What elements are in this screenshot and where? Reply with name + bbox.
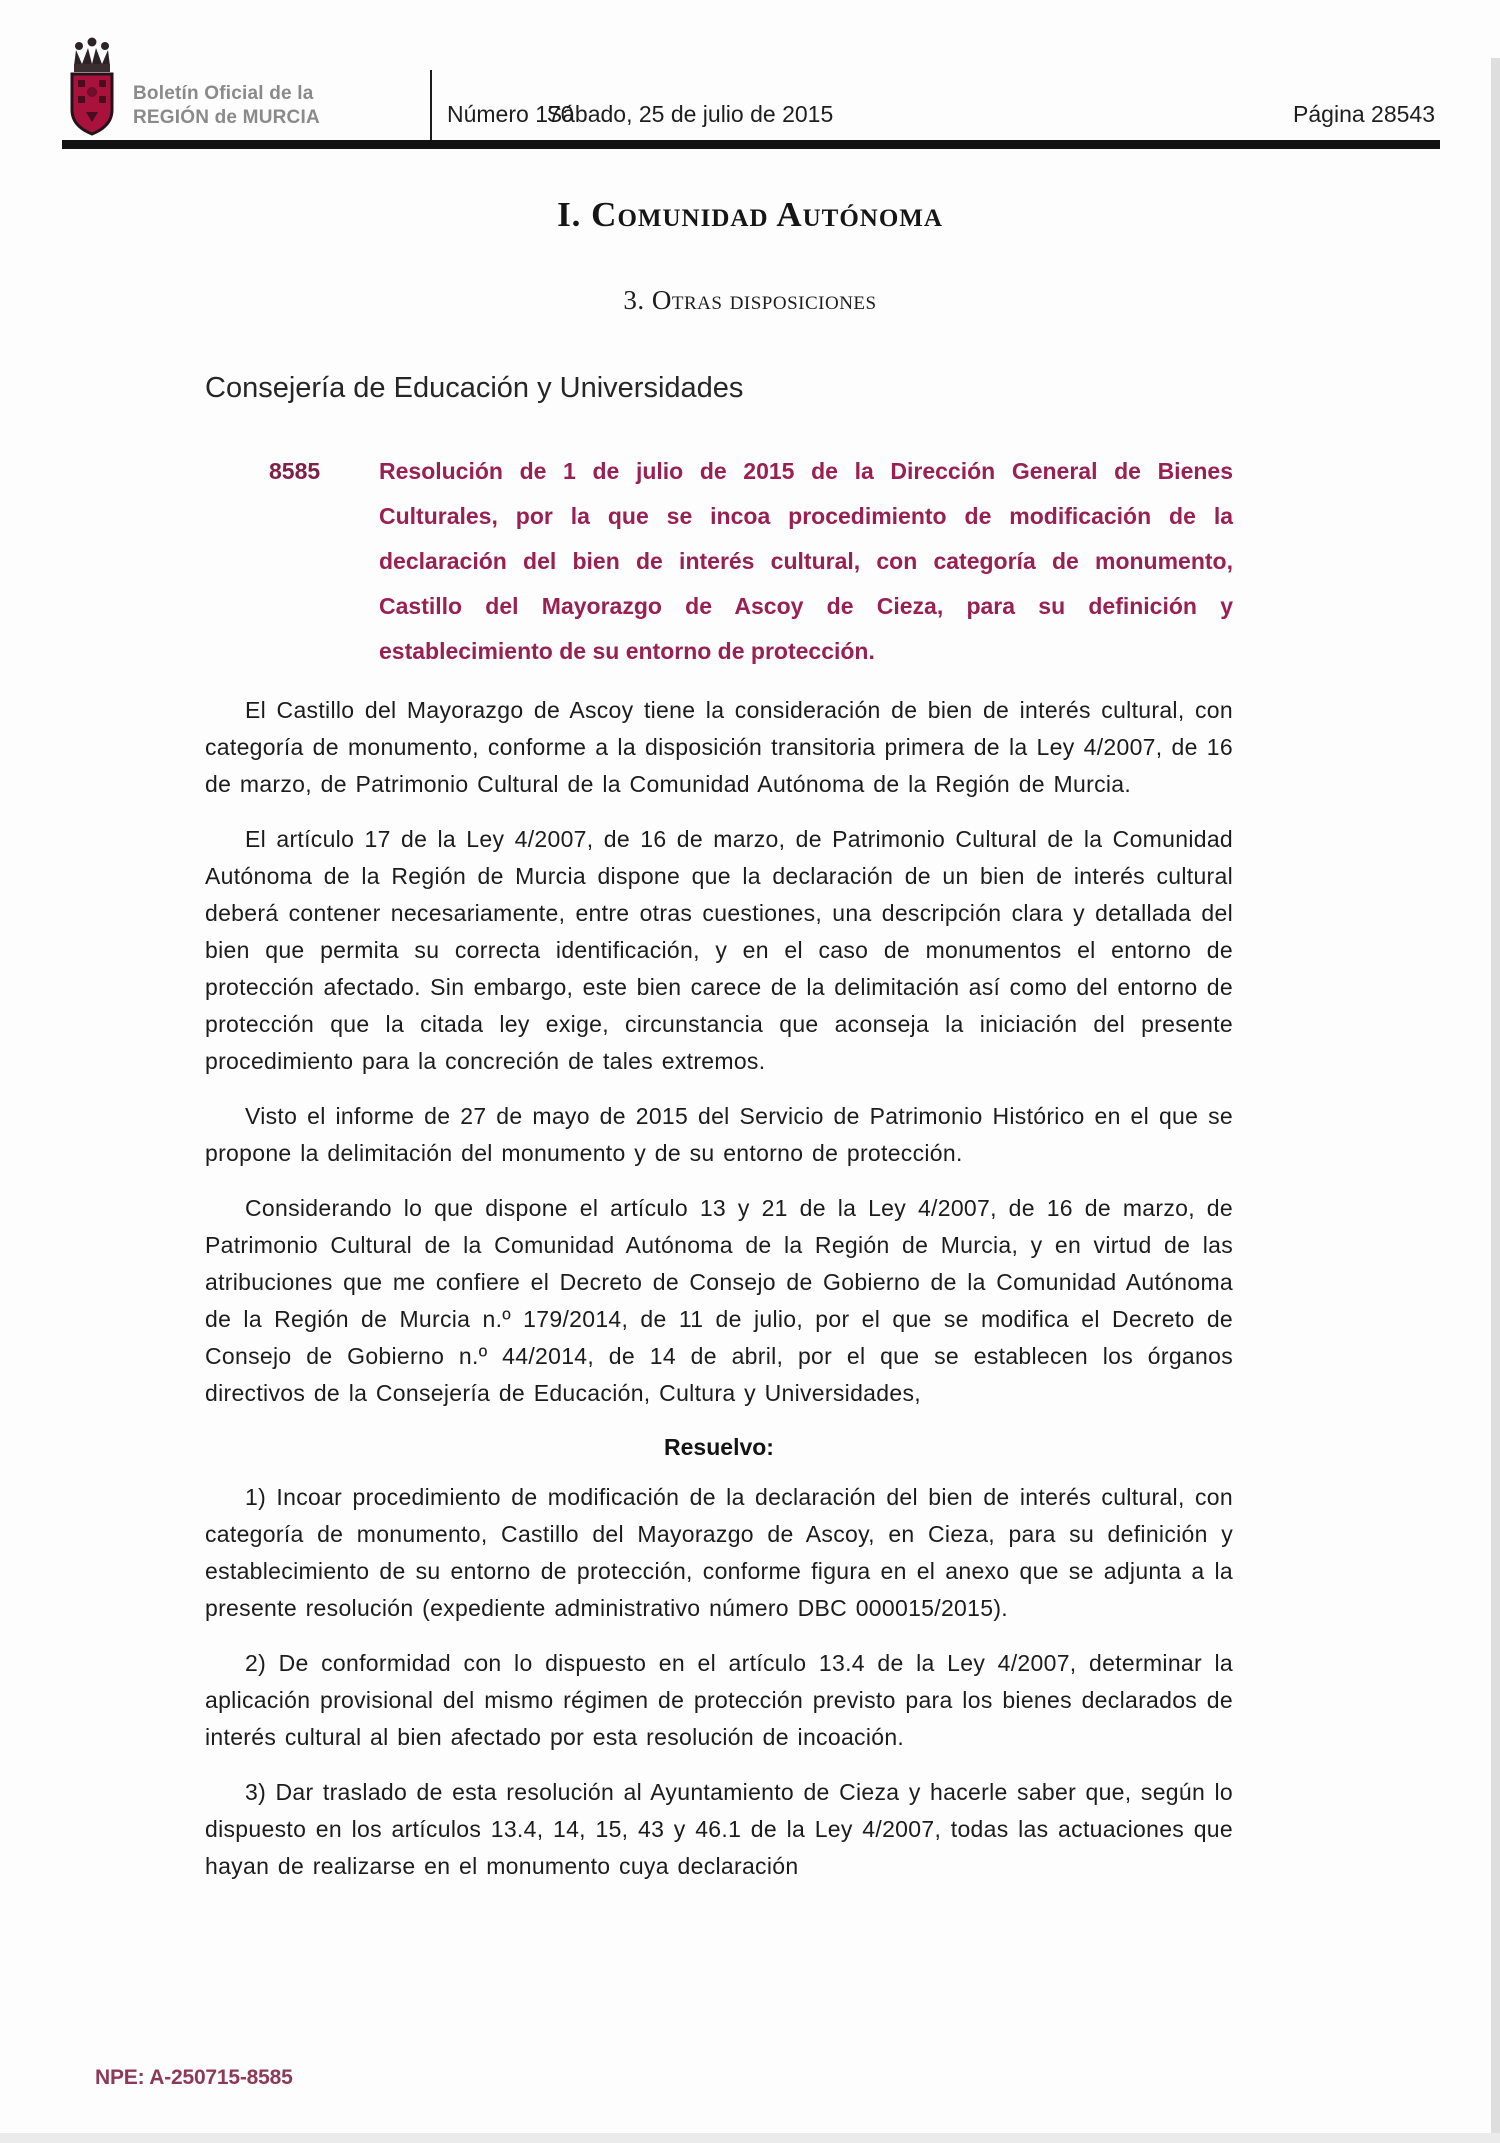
document-body: [0, 149, 1500, 1885]
issue-date: Sábado, 25 de julio de 2015: [546, 101, 834, 127]
body-paragraph: Considerando lo que dispone el artículo 13 y 21 de la Ley 4/2007, de 16 de marzo, de Patrimonio Cultural de la Comunidad Autónoma de la Región de Murcia, y en virtud de las atribuciones que me confiere el Decreto de Consejo de Gobierno de la Comunidad Autónoma de la Región de Murcia n.º 179/2014, de 11 de julio, por el que se modifica el Decreto de Consejo de Gobierno n.º 44/2014, de 14 de abril, por el que se establecen los órganos directivos de la Consejería de Educación, Cultura y Universidades,: [205, 1195, 1233, 1406]
announcement-heading: [205, 449, 1233, 674]
resolution-item: 3) Dar traslado de esta resolución al Ayuntamiento de Cieza y hacerle saber que, según lo dispuesto en los artículos 13.4, 14, 15, 43 y 46.1 de la Ley 4/2007, todas las actuaciones que hayan de realizarse en el monumento cuya declaración: [205, 1779, 1233, 1879]
page-edge-shadow-bottom: [0, 2133, 1500, 2143]
announcement-number: 8585: [269, 458, 321, 484]
resolution-item: 1) Incoar procedimiento de modificación de la declaración del bien de interés cultural, con categoría de monumento, Castillo del Mayorazgo de Ascoy, en Cieza, para su definición y establecimiento de su entorno de protección, conforme figura en el anexo que se adjunta a la presente resolución (expediente administrativo número DBC 000015/2015).: [205, 1484, 1233, 1621]
page-header: [0, 0, 1500, 149]
section-title: I. Comunidad Autónoma: [557, 195, 943, 234]
logo-text-line2: REGIÓN de MURCIA: [133, 107, 320, 128]
header-rule: [62, 140, 1440, 149]
subsection-title: 3. Otras disposiciones: [623, 285, 877, 315]
borm-logo-text: [133, 82, 320, 138]
npe-reference: NPE: A-250715-8585: [95, 2066, 293, 2089]
issue-number: Número 170: [447, 101, 574, 127]
page-number: Página 28543: [1293, 101, 1435, 127]
department-title: Consejería de Educación y Universidades: [205, 372, 744, 404]
resolution-item: 2) De conformidad con lo dispuesto en el artículo 13.4 de la Ley 4/2007, determinar la aplicación provisional del mismo régimen de protección previsto para los bienes declarados de interés cultural al bien afectado por esta resolución de incoación.: [205, 1650, 1233, 1750]
murcia-coat-of-arms-icon: [66, 34, 118, 138]
page-edge-shadow-right: [1491, 58, 1500, 2143]
announcement-title: Resolución de 1 de julio de 2015 de la Dirección General de Bienes Culturales, por la que se incoa procedimiento de modificación de la declaración del bien de interés cultural, con categoría de monumento, Castillo del Mayorazgo de Ascoy de Cieza, para su definición y establecimiento de su entorno de protección.: [379, 458, 1233, 664]
borm-logo: [66, 34, 320, 138]
body-paragraph: El Castillo del Mayorazgo de Ascoy tiene la consideración de bien de interés cultural, con categoría de monumento, conforme a la disposición transitoria primera de la Ley 4/2007, de 16 de marzo, de Patrimonio Cultural de la Comunidad Autónoma de la Región de Murcia.: [205, 697, 1233, 797]
body-paragraph: El artículo 17 de la Ley 4/2007, de 16 de marzo, de Patrimonio Cultural de la Comunidad Autónoma de la Región de Murcia dispone que la declaración de un bien de interés cultural deberá contener necesariamente, entre otras cuestiones, una descripción clara y detallada del bien que permita su correcta identificación, y en el caso de monumentos el entorno de protección afectado. Sin embargo, este bien carece de la delimitación así como del entorno de protección que la citada ley exige, circunstancia que aconseja la iniciación del presente procedimiento para la concreción de tales extremos.: [205, 826, 1233, 1074]
text-column: [205, 372, 1233, 1885]
resolve-heading: Resuelvo:: [664, 1434, 774, 1460]
logo-text-line1: Boletín Oficial de la: [133, 83, 314, 104]
body-paragraph: Visto el informe de 27 de mayo de 2015 del Servicio de Patrimonio Histórico en el que se propone la delimitación del monumento y de su entorno de protección.: [205, 1103, 1233, 1166]
